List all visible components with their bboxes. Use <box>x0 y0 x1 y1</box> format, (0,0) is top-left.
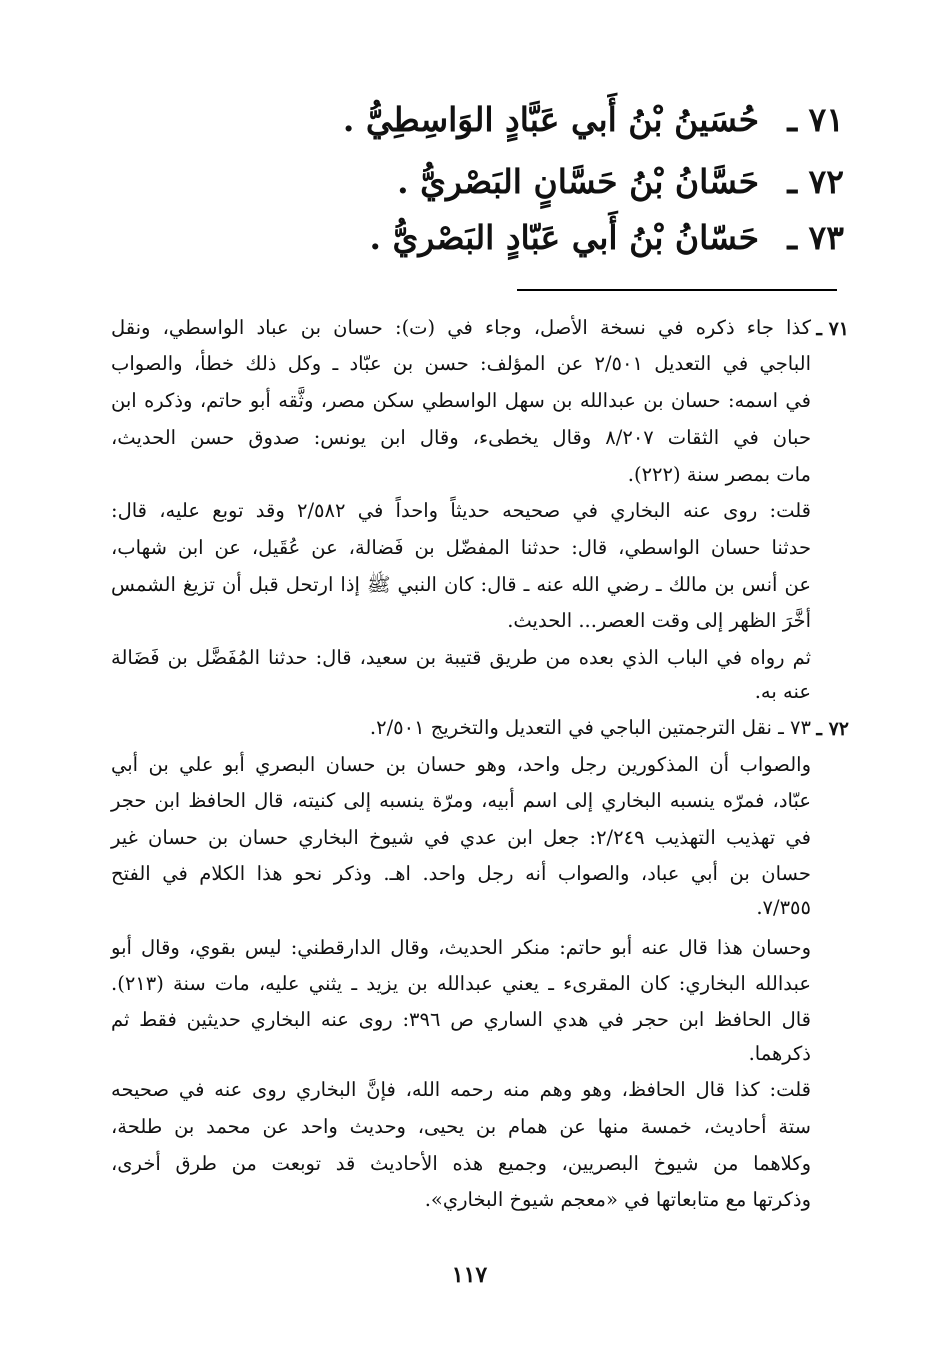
footnote-line: وكلاهما من شيوخ البصريين، وجميع هذه الأحاديث قد توبعت من طرق أخرى، <box>111 1152 811 1175</box>
footnote-line: ستة أحاديث، خمسة منها عن همام بن يحيى، وحديث واحد عن محمد بن طلحة، <box>111 1115 811 1138</box>
footnote-line: وحسان هذا قال عنه أبو حاتم: منكر الحديث، وقال الدارقطني: ليس بقوي، وقال أبو <box>111 936 811 959</box>
page-number: ١١٧ <box>451 1262 488 1288</box>
footnote-line: وذكرتها مع متابعاتها في «معجم شيوخ البخاري». <box>424 1188 811 1211</box>
entry-heading-73 <box>104 208 844 266</box>
footnote-line: ٧/٣٥٥. <box>756 896 811 919</box>
footnote-line: قلت: روى عنه البخاري في صحيحه حديثاً واحداً في ٢/٥٨٢ وقد توبع عليه، قال: <box>111 499 811 522</box>
footnote-separator <box>517 289 837 291</box>
entry-number: ٧٢ ـ <box>787 161 844 201</box>
footnote-line: في تهذيب التهذيب ٢/٢٤٩: جعل ابن عدي في شيوخ البخاري حسان بن حسان غير <box>111 826 811 849</box>
entry-number: ٧١ ـ <box>787 99 844 139</box>
footnote-line: حسان بن أبي عباد، والصواب أنه رجل واحد. اهـ. وذكر نحو هذا الكلام في الفتح <box>111 862 811 885</box>
footnote-line: مات بمصر سنة (٢٢٢). <box>627 463 811 486</box>
footnote-line: ٧٣ ـ نقل الترجمتين الباجي في التعديل والتخريج ٢/٥٠١. <box>369 716 811 739</box>
entry-heading-72 <box>104 152 844 210</box>
footnote-number: ٧١ ـ <box>816 318 849 340</box>
entry-name: حُسَينُ بْنُ أَبي عَبَّادٍ الوَاسِطِيُّ . <box>342 99 759 139</box>
footnote-line: ثم رواه في الباب الذي بعده من طريق قتيبة بن سعيد، قال: حدثنا المُفَضَّل بن فَضَالة <box>111 646 811 669</box>
entry-heading-71 <box>104 90 844 148</box>
footnote-line: ذكرهما. <box>748 1042 811 1065</box>
footnote-line: عبدالله البخاري: كان المقرىء ـ يعني عبدالله بن يزيد ـ يثني عليه، مات سنة (٢١٣). <box>111 972 811 995</box>
footnote-line: قال الحافظ ابن حجر في هدي الساري ص ٣٩٦: روى عنه البخاري حديثين فقط ثم <box>111 1008 811 1031</box>
footnote-number: ٧٢ ـ <box>816 718 849 740</box>
footnote-line: حبان في الثقات ٨/٢٠٧ وقال يخطىء، وقال ابن يونس: صدوق حسن الحديث، <box>111 426 811 449</box>
footnote-line: حدثنا حسان الواسطي، قال: حدثنا المفضّل بن فَضالة، عن عُقَيل، عن ابن شهاب، <box>111 536 811 559</box>
footnote-line: قلت: كذا قال الحافظ، وهو وهم منه رحمه الله، فإنَّ البخاري روى عنه في صحيحه <box>111 1078 811 1101</box>
footnote-line: عن أنس بن مالك ـ رضي الله عنه ـ قال: كان النبي ﷺ إذا ارتحل قبل أن تزيغ الشمس <box>111 573 811 596</box>
footnote-line: في اسمه: حسان بن عبدالله بن سهل الواسطي سكن مصر، وثَّقه أبو حاتم، وذكره ابن <box>111 389 811 412</box>
footnote-line: أخَّرَ الظهر إلى وقت العصر... الحديث. <box>507 609 811 632</box>
footnote-line: كذا جاء ذكره في نسخة الأصل، وجاء في (ت): حسان بن عباد الواسطي، ونقل <box>111 316 811 339</box>
footnote-line: عبّاد، فمرّه ينسبه البخاري إلى اسم أبيه، ومرّة ينسبه إلى كنيته، قال الحافظ ابن حجر <box>111 789 811 812</box>
entry-name: حَسَّانُ بْنُ حَسَّانٍ البَصْريُّ . <box>397 161 759 201</box>
entry-number: ٧٣ ـ <box>787 217 844 257</box>
footnote-line: الباجي في التعديل ٢/٥٠١ عن المؤلف: حسن بن عبّاد ـ وكل ذلك خطأ، والصواب <box>111 352 811 375</box>
footnote-line: عنه به. <box>754 680 811 703</box>
entry-name: حَسّانُ بْنُ أَبي عَبّادٍ البَصْريُّ . <box>369 217 759 257</box>
footnote-line: والصواب أن المذكورين رجل واحد، وهو حسان بن حسان البصري أبو علي بن أبي <box>111 753 811 776</box>
